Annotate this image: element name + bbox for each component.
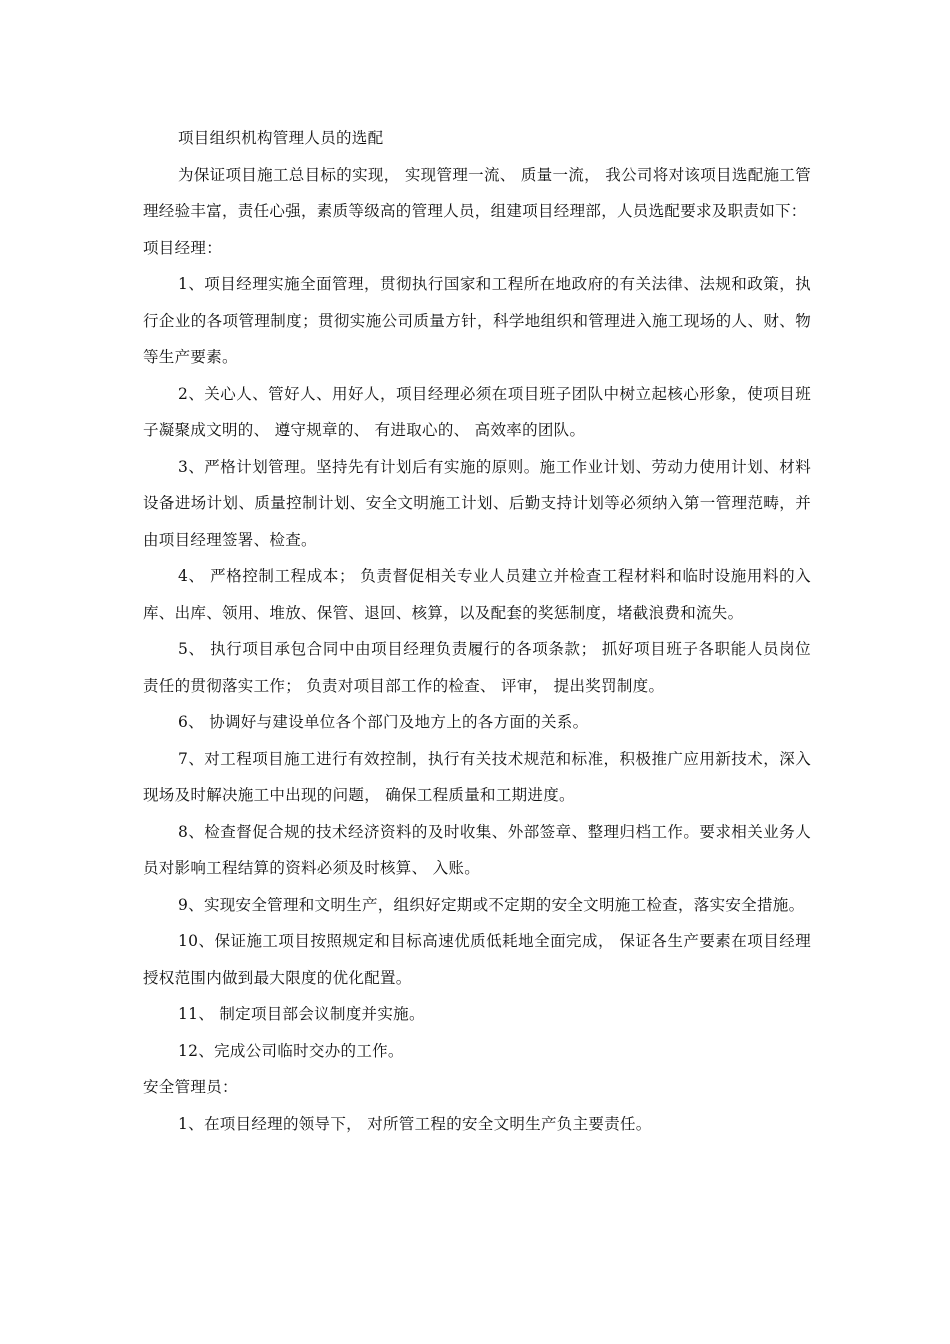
pm-duty-item: 11、 制定项目部会议制度并实施。 <box>178 1005 425 1023</box>
intro-paragraph: 为保证项目施工总目标的实现， 实现管理一流、 质量一流， 我公司将对该项目选配施工管理经验丰富，责任心强，素质等级高的管理人员，组建项目经理部，人员选配要求及职责如下： <box>143 165 811 220</box>
section-heading-project-manager: 项目经理： <box>143 238 223 257</box>
pm-duty-item: 6、 协调好与建设单位各个部门及地方上的各方面的关系。 <box>178 713 589 731</box>
pm-duty-item: 7、对工程项目施工进行有效控制，执行有关技术规范和标准，积极推广应用新技术，深入现场及时解决施工中出现的问题， 确保工程质量和工期进度。 <box>143 749 811 804</box>
pm-duty-item: 12、完成公司临时交办的工作。 <box>178 1041 404 1060</box>
pm-duty-item: 10、保证施工项目按照规定和目标高速优质低耗地全面完成， 保证各生产要素在项目经理授权范围内做到最大限度的优化配置。 <box>143 932 811 987</box>
pm-duty-item: 1、项目经理实施全面管理，贯彻执行国家和工程所在地政府的有关法律、法规和政策，执行企业的各项管理制度；贯彻实施公司质量方针，科学地组织和管理进入施工现场的人、财、物等生产要素。 <box>143 275 811 366</box>
safety-duty-item: 1、在项目经理的领导下， 对所管工程的安全文明生产负主要责任。 <box>178 1114 652 1133</box>
pm-duty-item: 3、严格计划管理。坚持先有计划后有实施的原则。施工作业计划、劳动力使用计划、材料设备进场计划、质量控制计划、安全文明施工计划、后勤支持计划等必须纳入第一管理范畴，并由项目经理签署、检查。 <box>143 457 811 549</box>
pm-duty-item: 8、检查督促合规的技术经济资料的及时收集、外部签章、整理归档工作。要求相关业务人员对影响工程结算的资料必须及时核算、 入账。 <box>143 822 811 877</box>
document-body <box>143 120 811 1142</box>
pm-duty-item: 5、 执行项目承包合同中由项目经理负责履行的各项条款； 抓好项目班子各职能人员岗位责任的贯彻落实工作； 负责对项目部工作的检查、 评审， 提出奖罚制度。 <box>143 640 811 695</box>
pm-duty-item: 2、关心人、管好人、用好人，项目经理必须在项目班子团队中树立起核心形象，使项目班子凝聚成文明的、 遵守规章的、 有进取心的、 高效率的团队。 <box>143 384 811 439</box>
pm-duty-item: 4、 严格控制工程成本； 负责督促相关专业人员建立并检查工程材料和临时设施用料的入库、出库、领用、堆放、保管、退回、核算，以及配套的奖惩制度，堵截浪费和流失。 <box>143 567 811 622</box>
pm-duty-item: 9、实现安全管理和文明生产，组织好定期或不定期的安全文明施工检查，落实安全措施。 <box>178 895 805 914</box>
section-heading-safety-officer: 安全管理员： <box>143 1078 238 1096</box>
document-title: 项目组织机构管理人员的选配 <box>178 129 384 147</box>
